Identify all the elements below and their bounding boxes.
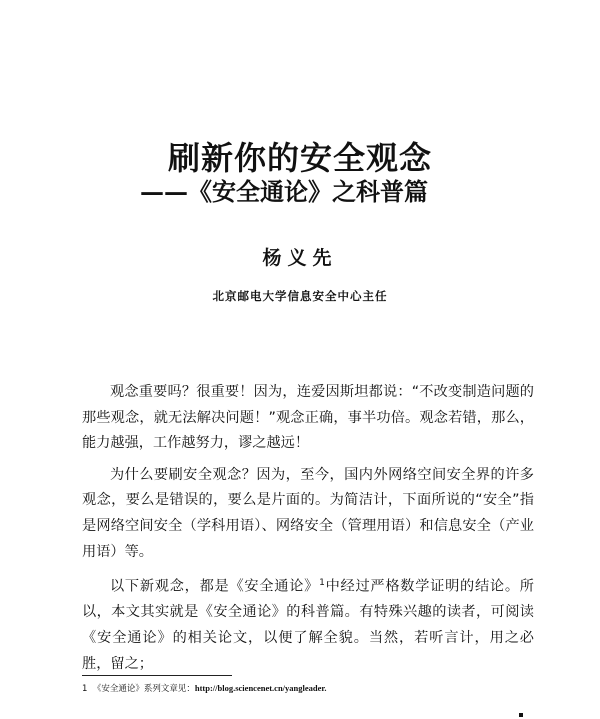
- footnote: [82, 682, 327, 694]
- paragraph-3: [82, 571, 534, 677]
- footnote-number: 1: [82, 684, 88, 694]
- document-title: 刷新你的安全观念: [167, 139, 432, 177]
- footnote-divider: [82, 675, 232, 676]
- author-name: 杨义先: [262, 247, 338, 269]
- footnote-link[interactable]: http://blog.sciencenet.cn/yangleader.: [194, 683, 327, 693]
- paragraph-3-text-after: 中经过严格数学证明的结论。所以，本文其实就是《安全通论》的科普篇。有特殊兴趣的读者，可阅读《安全通论》的相关论文，以便了解全貌。当然，若听言计，用之必胜，留之；: [82, 578, 534, 672]
- paragraph-1: 观念重要吗？很重要！因为，连爱因斯坦都说：“不改变制造问题的那些观念，就无法解决问题！”观念正确，事半功倍。观念若错，那么，能力越强，工作越努力，谬之越远！: [82, 384, 534, 452]
- document-subtitle: ——《安全通论》之科普篇: [140, 177, 428, 206]
- footnote-reference[interactable]: 1: [319, 578, 325, 589]
- page-mark: [519, 713, 523, 717]
- footnote-text: 《安全通论》系列文章见：: [92, 684, 195, 694]
- paragraph-2: 为什么要刷安全观念？因为，至今，国内外网络空间安全界的许多观念，要么是错误的，要么是片面的。为简洁计，下面所说的“安全”指是网络空间安全（学科用语）、网络安全（管理用语）和信息安全（产业用语）等。: [82, 466, 534, 560]
- paragraph-3-text-before: 以下新观念，都是《安全通论》: [110, 578, 320, 595]
- author-affiliation: 北京邮电大学信息安全中心主任: [212, 289, 388, 303]
- body-text: [82, 380, 534, 683]
